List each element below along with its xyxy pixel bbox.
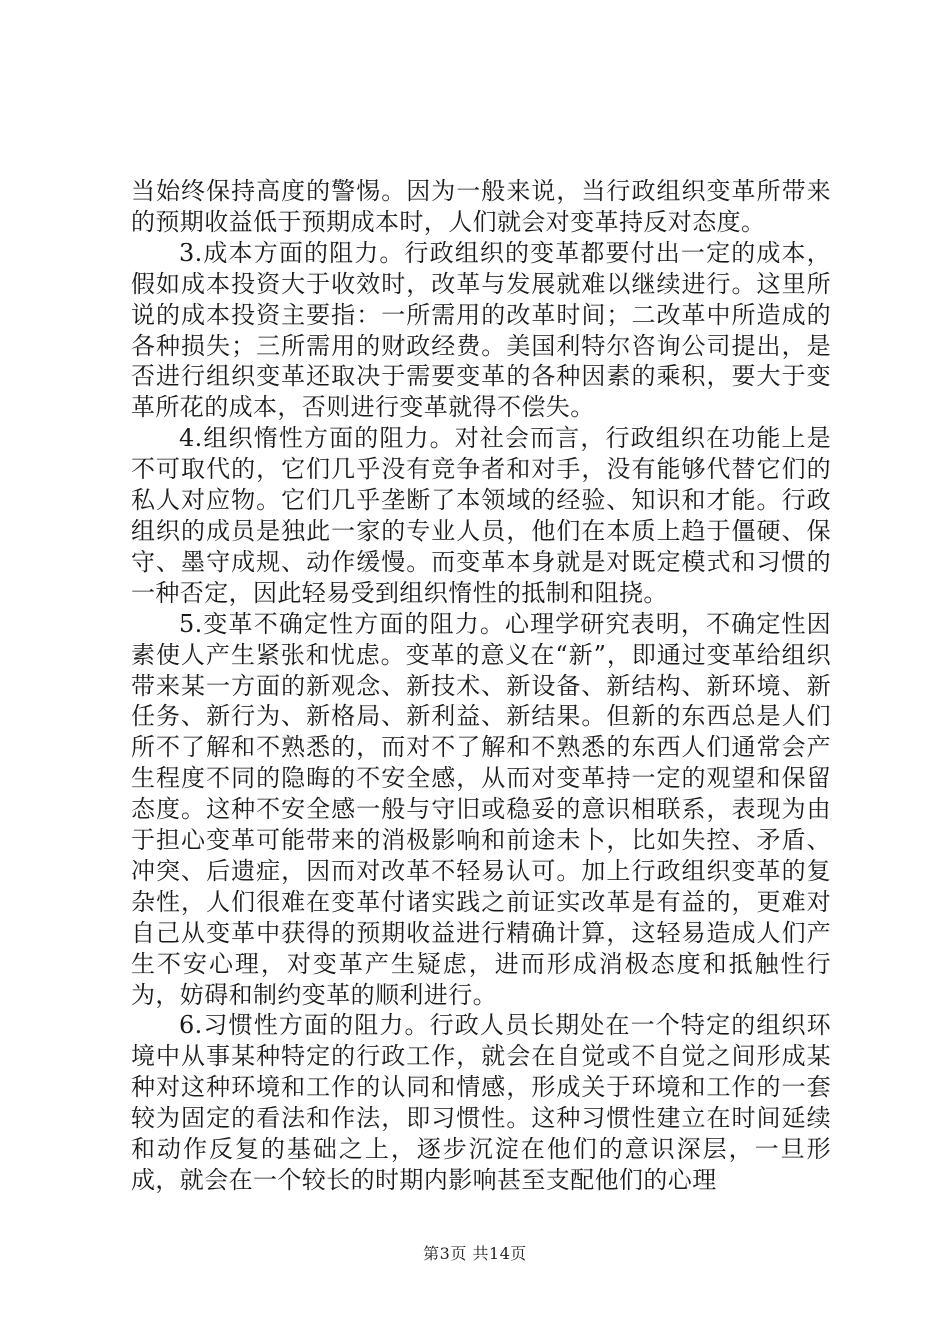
paragraph-inertia-resistance: 4.组织惰性方面的阻力。对社会而言，行政组织在功能上是不可取代的，它们几乎没有竞争者和对手，没有能够代替它们的私人对应物。它们几乎垄断了本领域的经验、知识和才能。行政组织的成员是独此一家的专业人员，他们在本质上趋于僵硬、保守、墨守成规、动作缓慢。而变革本身就是对既定模式和习惯的一种否定，因此轻易受到组织惰性的抵制和阻挠。 [131, 424, 831, 607]
paragraph-uncertainty-resistance: 5.变革不确定性方面的阻力。心理学研究表明，不确定性因素使人产生紧张和忧虑。变革的意义在“新”，即通过变革给组织带来某一方面的新观念、新技术、新设备、新结构、新环境、新任务、新行为、新格局、新利益、新结果。但新的东西总是人们所不了解和不熟悉的，而对不了解和不熟悉的东西人们通常会产生程度不同的隐晦的不安全感，从而对变革持一定的观望和保留态度。这种不安全感一般与守旧或稳妥的意识相联系，表现为由于担心变革可能带来的消极影响和前途未卜，比如失控、矛盾、冲突、后遗症，因而对改革不轻易认可。加上行政组织变革的复杂性，人们很难在变革付诸实践之前证实改革是有益的，更难对自己从变革中获得的预期收益进行精确计算，这轻易造成人们产生不安心理，对变革产生疑虑，进而形成消极态度和抵触性行为，妨碍和制约变革的顺利进行。 [131, 609, 831, 1009]
document-body [131, 176, 831, 1196]
paragraph-habit-resistance: 6.习惯性方面的阻力。行政人员长期处在一个特定的组织环境中从事某种特定的行政工作，就会在自觉或不自觉之间形成某种对这种环境和工作的认同和情感，形成关于环境和工作的一套较为固定的看法和作法，即习惯性。这种习惯性建立在时间延续和动作反复的基础之上，逐步沉淀在他们的意识深层，一旦形成，就会在一个较长的时期内影响甚至支配他们的心理 [131, 1011, 831, 1194]
paragraph-continuation: 当始终保持高度的警惕。因为一般来说，当行政组织变革所带来的预期收益低于预期成本时，人们就会对变革持反对态度。 [131, 177, 831, 236]
paragraph-cost-resistance: 3.成本方面的阻力。行政组织的变革都要付出一定的成本，假如成本投资大于收效时，改革与发展就难以继续进行。这里所说的成本投资主要指：一所需用的改革时间；二改革中所造成的各种损失；三所需用的财政经费。美国利特尔咨询公司提出，是否进行组织变革还取决于需要变革的各种因素的乘积，要大于变革所花的成本，否则进行变革就得不偿失。 [131, 238, 831, 422]
page-number-footer: 第3页 共14页 [423, 1244, 527, 1263]
